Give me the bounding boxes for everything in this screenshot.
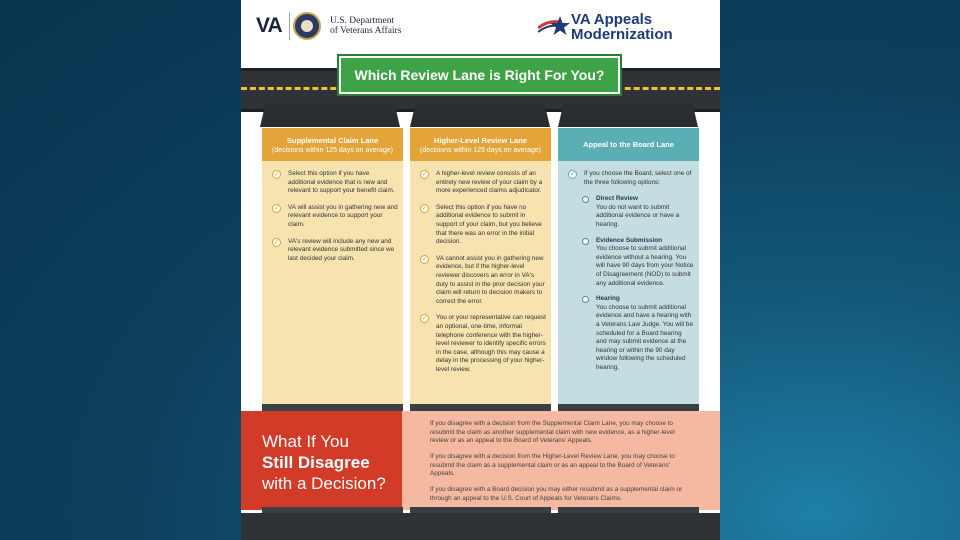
- appeals-modernization-logo: [571, 12, 673, 42]
- disagree-heading-panel: [241, 411, 402, 510]
- check-icon: ✓: [569, 171, 576, 178]
- circle-bullet-icon: [582, 238, 589, 245]
- star-swoosh-icon: [538, 10, 570, 42]
- list-item: ✓ A higher-level review consists of an entirely new review of your claim by a more experienced claims adjudicator.: [421, 170, 543, 195]
- disagree-info-panel: [402, 411, 720, 510]
- dept-line2: of Veterans Affairs: [330, 26, 402, 36]
- disagree-paragraph: If you disagree with a decision from the Higher-Level Review Lane, you may choose to resubmit the claim as a supplemental claim or as an appeal to the Board of Veterans' Appeals.: [430, 453, 675, 478]
- lane-body: [420, 170, 546, 382]
- va-logo: VA: [256, 14, 282, 37]
- board-option: [568, 295, 694, 372]
- header-divider: [289, 12, 290, 40]
- check-icon: ✓: [421, 255, 428, 263]
- lane-body: [568, 170, 694, 379]
- disagree-line3: with a Decision?: [262, 474, 386, 493]
- supplemental-claim-lane: [262, 128, 403, 408]
- logo-line1: VA Appeals: [571, 11, 653, 28]
- lane-title: Supplemental Claim Lane: [286, 135, 379, 145]
- higher-level-review-lane: [410, 128, 551, 408]
- lane-ramp: [558, 103, 698, 127]
- logo-line2: Modernization: [571, 26, 673, 43]
- lane-body: [272, 170, 398, 271]
- department-name: [330, 16, 401, 36]
- lane-title: Higher-Level Review Lane: [434, 135, 527, 145]
- check-icon: ✓: [273, 204, 280, 212]
- board-option: [568, 237, 694, 289]
- disagree-line1: What If You: [262, 432, 349, 451]
- bottom-road: [241, 513, 720, 540]
- list-item: ✓ VA cannot assist you in gathering new evidence, but if the higher-level reviewer discovers an error in VA's duty to assist in the prior decision your claim will return to decision makers to correct the error.: [421, 254, 545, 305]
- va-seal-icon: [293, 12, 321, 40]
- list-item: ✓ If you choose the Board, select one of the three following options:: [569, 170, 692, 186]
- check-icon: ✓: [273, 238, 280, 246]
- list-item: ✓ Select this option if you have no additional evidence to submit in support of your claim, but you believe that there was an error in the initial decision.: [421, 203, 542, 246]
- check-icon: ✓: [421, 171, 428, 178]
- option-title: Hearing: [596, 295, 620, 303]
- lane-subtitle: (decisions within 125 days on average): [419, 146, 541, 154]
- list-item: ✓ VA will assist you in gathering new and relevant evidence to support your claim.: [273, 203, 398, 228]
- option-title: Evidence Submission: [596, 236, 663, 244]
- lane-ramp: [260, 103, 400, 127]
- board-option: [568, 195, 694, 229]
- lane-header: [558, 128, 699, 161]
- option-text: You do not want to submit additional evidence or have a hearing.: [596, 203, 680, 228]
- list-item: ✓ Select this option if you have additional evidence that is new and relevant to support your benefit claim.: [273, 170, 395, 195]
- lane-subtitle: (decisions within 125 days on average): [271, 146, 393, 154]
- check-icon: ✓: [273, 171, 280, 178]
- circle-bullet-icon: [582, 196, 589, 203]
- option-text: You choose to submit additional evidence without a hearing. You will have 90 days from your Notice of Disagreement (NOD) to submit any additional evidence.: [596, 245, 694, 287]
- option-title: Direct Review: [596, 195, 638, 203]
- infographic-poster: [241, 0, 720, 540]
- lane-header: [262, 128, 403, 161]
- page-title: Which Review Lane is Right For You?: [339, 56, 620, 94]
- disagree-paragraph: If you disagree with a Board decision you may either resubmit as a supplemental claim or through an appeal to the U.S. Court of Appeals for Veterans Claims.: [430, 486, 683, 502]
- lane-title: Appeal to the Board Lane: [583, 140, 674, 149]
- list-item: ✓ VA's review will include any new and relevant evidence submitted since we last decided your claim.: [273, 237, 395, 262]
- circle-bullet-icon: [582, 296, 589, 303]
- lane-header: [410, 128, 551, 161]
- dept-line1: U.S. Department: [330, 16, 395, 26]
- lane-ramp: [410, 103, 550, 127]
- header: [241, 0, 720, 62]
- disagree-heading: [262, 431, 386, 494]
- board-appeal-lane: [558, 128, 699, 408]
- disagree-paragraph: If you disagree with a decision from the Supplemental Claim Lane, you may choose to resubmit the claim as another supplemental claim with new evidence, as a higher-level review or as an appeal to the Board of Veterans' Appeals.: [430, 420, 675, 445]
- check-icon: ✓: [421, 204, 428, 212]
- check-icon: ✓: [421, 315, 428, 323]
- option-text: You choose to submit additional evidence and have a hearing with a Veterans Law Judge. You will be scheduled for a Board hearing and may submit evidence at the hearing or within the 90 day window following the scheduled hearing.: [596, 303, 693, 371]
- list-item: ✓ You or your representative can request an optional, one-time, informal telephone conference with the higher-level reviewer to identify specific errors in the case, although this may cause a delay in the processing of your higher-level review.: [421, 314, 546, 373]
- disagree-line2: Still Disagree: [262, 453, 370, 472]
